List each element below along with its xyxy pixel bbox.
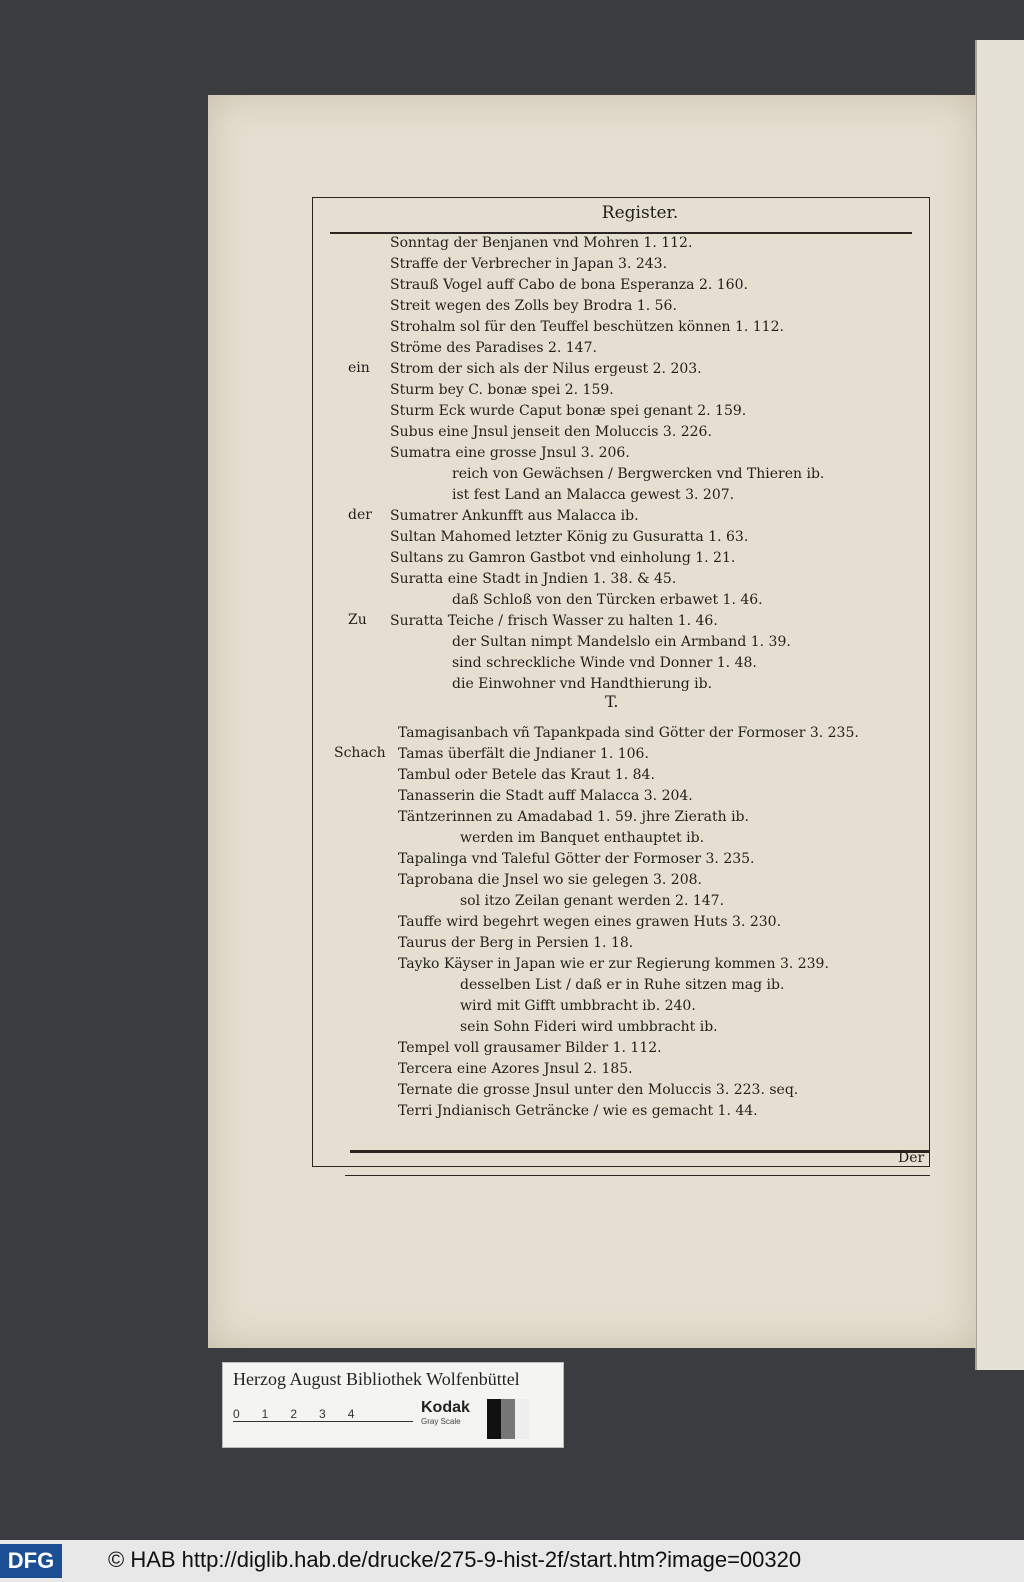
register-entry: werden im Banquet enthauptet ib.: [460, 830, 705, 846]
dfg-logo: DFG: [0, 1544, 62, 1578]
catchword: Der: [898, 1150, 925, 1166]
register-entry: Suratta eine Stadt in Jndien 1. 38. & 45.: [390, 571, 677, 587]
margin-word: ein: [348, 360, 370, 376]
margin-word: Schach: [334, 745, 386, 761]
register-entry: Taurus der Berg in Persien 1. 18.: [398, 935, 634, 951]
register-entry: Terri Jndianisch Geträncke / wie es gemacht 1. 44.: [398, 1103, 758, 1119]
register-entry: Strauß Vogel auff Cabo de bona Esperanza 2. 160.: [390, 277, 748, 293]
library-name: Herzog August Bibliothek Wolfenbüttel: [233, 1369, 520, 1389]
register-entry: Tercera eine Azores Jnsul 2. 185.: [398, 1061, 633, 1077]
swatch-gray: [501, 1399, 515, 1439]
footer-rule-thin: [345, 1175, 930, 1176]
register-entry: Streit wegen des Zolls bey Brodra 1. 56.: [390, 298, 677, 314]
gray-scale-caption: Gray Scale: [421, 1417, 461, 1426]
register-entry: Täntzerinnen zu Amadabad 1. 59. jhre Zierath ib.: [398, 809, 749, 825]
register-entry: Sultan Mahomed letzter König zu Gusuratta 1. 63.: [390, 529, 749, 545]
register-entry: Tauffe wird begehrt wegen eines grawen Huts 3. 230.: [398, 914, 782, 930]
gray-swatches: [487, 1399, 529, 1439]
register-entry: Tamas überfält die Jndianer 1. 106.: [398, 746, 649, 762]
register-entry: Tanasserin die Stadt auff Malacca 3. 204.: [398, 788, 693, 804]
register-entry: ist fest Land an Malacca gewest 3. 207.: [452, 487, 735, 503]
register-entry: Straffe der Verbrecher in Japan 3. 243.: [390, 256, 668, 272]
register-entry: Sumatra eine grosse Jnsul 3. 206.: [390, 445, 630, 461]
margin-word: der: [348, 507, 372, 523]
register-entry: sein Sohn Fideri wird umbbracht ib.: [460, 1019, 718, 1035]
register-entry: Ternate die grosse Jnsul unter den Moluccis 3. 223. seq.: [398, 1082, 799, 1098]
running-head: Register.: [601, 203, 679, 223]
ruler-numbers: 01234: [233, 1407, 377, 1421]
register-entry: Strom der sich als der Nilus ergeust 2. 203.: [390, 361, 702, 377]
register-entry: Ströme des Paradises 2. 147.: [390, 340, 597, 356]
register-entry: sol itzo Zeilan genant werden 2. 147.: [460, 893, 725, 909]
register-entry: die Einwohner vnd Handthierung ib.: [452, 676, 713, 692]
register-entry: Sonntag der Benjanen vnd Mohren 1. 112.: [390, 235, 693, 251]
register-entry: sind schreckliche Winde vnd Donner 1. 48.: [452, 655, 757, 671]
footer-rule: [350, 1150, 930, 1153]
register-entry: Tempel voll grausamer Bilder 1. 112.: [398, 1040, 662, 1056]
register-entry: wird mit Gifft umbbracht ib. 240.: [460, 998, 696, 1014]
register-entry: desselben List / daß er in Ruhe sitzen mag ib.: [460, 977, 785, 993]
register-entry: Tamagisanbach vñ Tapankpada sind Götter der Formoser 3. 235.: [398, 725, 859, 741]
register-entry: der Sultan nimpt Mandelslo ein Armband 1. 39.: [452, 634, 791, 650]
register-entry: Sumatrer Ankunfft aus Malacca ib.: [390, 508, 639, 524]
register-entry: Tapalinga vnd Taleful Götter der Formoser 3. 235.: [398, 851, 755, 867]
register-entry: Sturm bey C. bonæ spei 2. 159.: [390, 382, 614, 398]
register-entry: Subus eine Jnsul jenseit den Moluccis 3. 226.: [390, 424, 712, 440]
register-entry: reich von Gewächsen / Bergwercken vnd Thieren ib.: [452, 466, 825, 482]
facing-page-edge: [975, 40, 1024, 1370]
kodak-brand: Kodak: [421, 1399, 470, 1416]
swatch-white: [515, 1399, 529, 1439]
register-entry: Strohalm sol für den Teuffel beschützen können 1. 112.: [390, 319, 784, 335]
footer-bar: [0, 1540, 1024, 1582]
section-letter: T.: [605, 692, 619, 711]
register-entry: Suratta Teiche / frisch Wasser zu halten 1. 46.: [390, 613, 718, 629]
register-entry: Tambul oder Betele das Kraut 1. 84.: [398, 767, 655, 783]
register-entry: Sultans zu Gamron Gastbot vnd einholung 1. 21.: [390, 550, 736, 566]
margin-word: Zu: [348, 612, 367, 628]
library-label: [222, 1362, 564, 1448]
register-entry: Taprobana die Jnsel wo sie gelegen 3. 208.: [398, 872, 702, 888]
register-entry: daß Schloß von den Türcken erbawet 1. 46.: [452, 592, 763, 608]
swatch-black: [487, 1399, 501, 1439]
source-url: © HAB http://diglib.hab.de/drucke/275-9-hist-2f/start.htm?image=00320: [108, 1547, 802, 1572]
register-entry: Tayko Käyser in Japan wie er zur Regierung kommen 3. 239.: [398, 956, 829, 972]
register-entry: Sturm Eck wurde Caput bonæ spei genant 2. 159.: [390, 403, 747, 419]
